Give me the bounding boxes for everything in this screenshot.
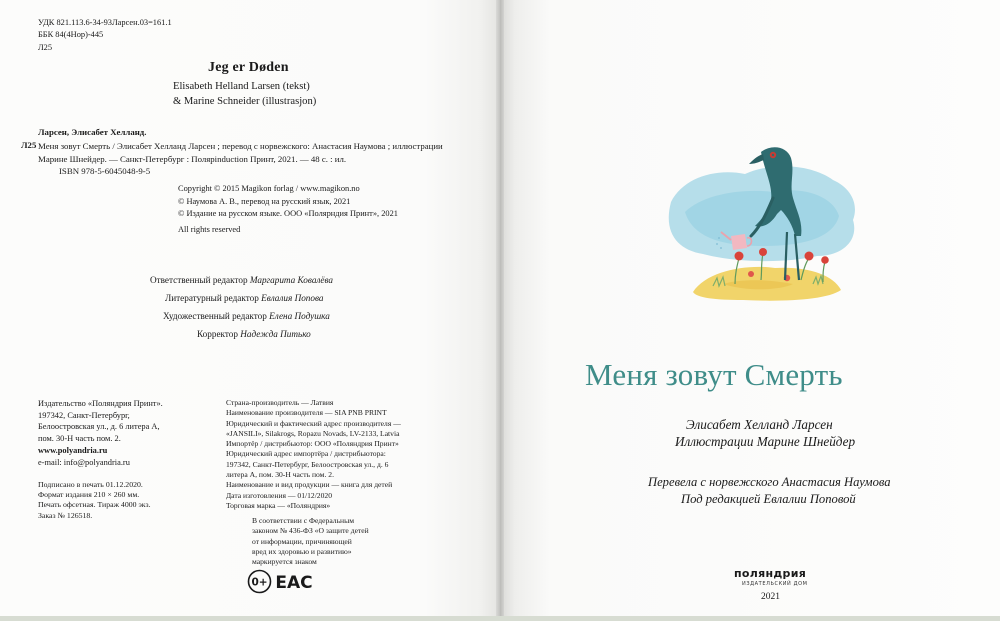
age-rating-text: 0+ — [251, 576, 268, 589]
publisher-logo-name: поляндрия — [734, 567, 807, 580]
production-line: «JANSILI», Silakrogs, Ropazu Novads, LV-2133, Latvia — [226, 428, 400, 438]
author-sign-text: Л25 — [38, 42, 53, 52]
production-line: Дата изготовления — 01/12/2020 — [226, 490, 332, 500]
production-line: Юридический адрес импортёра / дистрибьютора: — [226, 449, 386, 459]
eac-text: EAC — [275, 573, 313, 593]
law-line: вред их здоровью и развитию» — [252, 546, 352, 556]
bibliographic-description: Меня зовут Смерть / Элисабет Хелланд Ларсен ; перевод с норвежского: Анастасия Наумова ; иллюстрации Марине Шнейдер. — Санкт-Петербург : Полярinduction Принт, 2021. — 48 с. : ил. — [38, 141, 443, 164]
bibliographic-author: Ларсен, Элисабет Хелланд. — [38, 127, 147, 137]
production-line: Импортёр / дистрибьютор: ООО «Поляндрия Принт» — [226, 439, 399, 449]
classification-block — [38, 17, 172, 54]
eac-mark — [275, 572, 313, 593]
law-notice-block — [252, 516, 369, 567]
author-sign-code — [38, 42, 172, 54]
udk-code: УДК 821.113.6-34-93Ларсен.03=161.1 — [38, 18, 172, 27]
publisher-email: e-mail: info@polyandria.ru — [38, 457, 130, 467]
law-line: маркируется знаком — [252, 557, 317, 567]
age-rating-mark — [247, 569, 272, 594]
production-line: Наименование и вид продукции — книга для детей — [226, 480, 393, 490]
publisher-line: Белоостровская ул., д. 6 литера А, — [38, 422, 160, 432]
isbn: ISBN 978-5-6045048-9-5 — [59, 166, 151, 176]
copyright-line: Copyright © 2015 Magikon forlag / www.magikon.no — [178, 184, 360, 193]
right-page — [500, 0, 1000, 621]
original-illustrator-line: & Marine Schneider (illustrasjon) — [173, 96, 317, 107]
book-title: Меня зовут Смерть — [585, 357, 843, 392]
original-author-line: Elisabeth Helland Larsen (tekst) — [173, 81, 310, 92]
editor-row — [165, 293, 324, 303]
rights-reserved: All rights reserved — [178, 224, 241, 234]
copyright-block — [178, 183, 398, 236]
editor-name: Надежда Питько — [240, 329, 311, 339]
book-translator: Перевела с норвежского Анастасия Наумова — [648, 475, 891, 489]
production-line: Юридический и фактический адрес производителя — — [226, 418, 401, 428]
copyright-line: © Наумова А. В., перевод на русский язык, 2021 — [178, 196, 351, 206]
editor-role: Корректор — [197, 329, 238, 339]
bottom-edge-band — [0, 616, 1000, 621]
editor-name: Елена Подушка — [269, 311, 330, 321]
printing-block — [38, 480, 151, 521]
editor-name: Маргарита Ковалёва — [249, 275, 334, 285]
printing-line: Заказ № 126518. — [38, 510, 93, 520]
book-gutter — [496, 0, 504, 621]
book-editor: Под редакцией Евлалии Поповой — [681, 492, 856, 506]
law-line: законом № 436-ФЗ «О защите детей — [252, 526, 369, 536]
production-line: Торговая марка — «Поляндрия» — [226, 500, 331, 510]
editor-row — [150, 275, 333, 285]
bbk-code: ББК 84(4Нор)-445 — [38, 30, 104, 40]
production-line: Наименование производителя — SIA PNB PRINT — [226, 408, 387, 418]
printing-line: Формат издания 210 × 260 мм. — [38, 490, 140, 500]
publisher-line: 197342, Санкт-Петербург, — [38, 410, 130, 420]
printing-line: Печать офсетная. Тираж 4000 экз. — [38, 500, 151, 510]
publisher-line: пом. 30-Н часть пом. 2. — [38, 434, 121, 444]
bibliographic-code: Л25 — [21, 140, 37, 150]
law-line: от информации, причиняющей — [252, 536, 352, 546]
original-title: Jeg er Døden — [208, 60, 289, 75]
law-line: В соответствии с Федеральным — [252, 516, 355, 525]
publisher-website: www.polyandria.ru — [38, 445, 108, 455]
printing-line: Подписано в печать 01.12.2020. — [38, 480, 143, 489]
publisher-line: Издательство «Поляндрия Принт». — [38, 399, 163, 408]
book-illustrator: Иллюстрации Марине Шнейдер — [675, 434, 856, 449]
copyright-line: © Издание на русском языке. ООО «Полярндия Принт», 2021 — [178, 209, 398, 218]
editor-role: Литературный редактор — [165, 293, 259, 303]
cover-illustration — [663, 128, 863, 306]
editor-role: Ответственный редактор — [150, 275, 248, 285]
publisher-logo-subtitle: ИЗДАТЕЛЬСКИЙ ДОМ — [742, 581, 808, 587]
production-line: литера А, пом. 30-Н часть пом. 2. — [226, 470, 334, 480]
editor-row — [163, 311, 330, 321]
editor-name: Евлалия Попова — [261, 293, 324, 303]
book-author: Элисабет Хелланд Ларсен — [686, 417, 833, 432]
production-line: Страна-производитель — Латвия — [226, 398, 334, 407]
publisher-block — [38, 398, 163, 468]
production-line: 197342, Санкт-Петербург, Белоостровская ул., д. 6 — [226, 459, 389, 469]
editor-row — [197, 329, 311, 339]
publication-year: 2021 — [761, 592, 780, 602]
production-block — [226, 398, 401, 511]
editor-role: Художественный редактор — [163, 311, 267, 321]
